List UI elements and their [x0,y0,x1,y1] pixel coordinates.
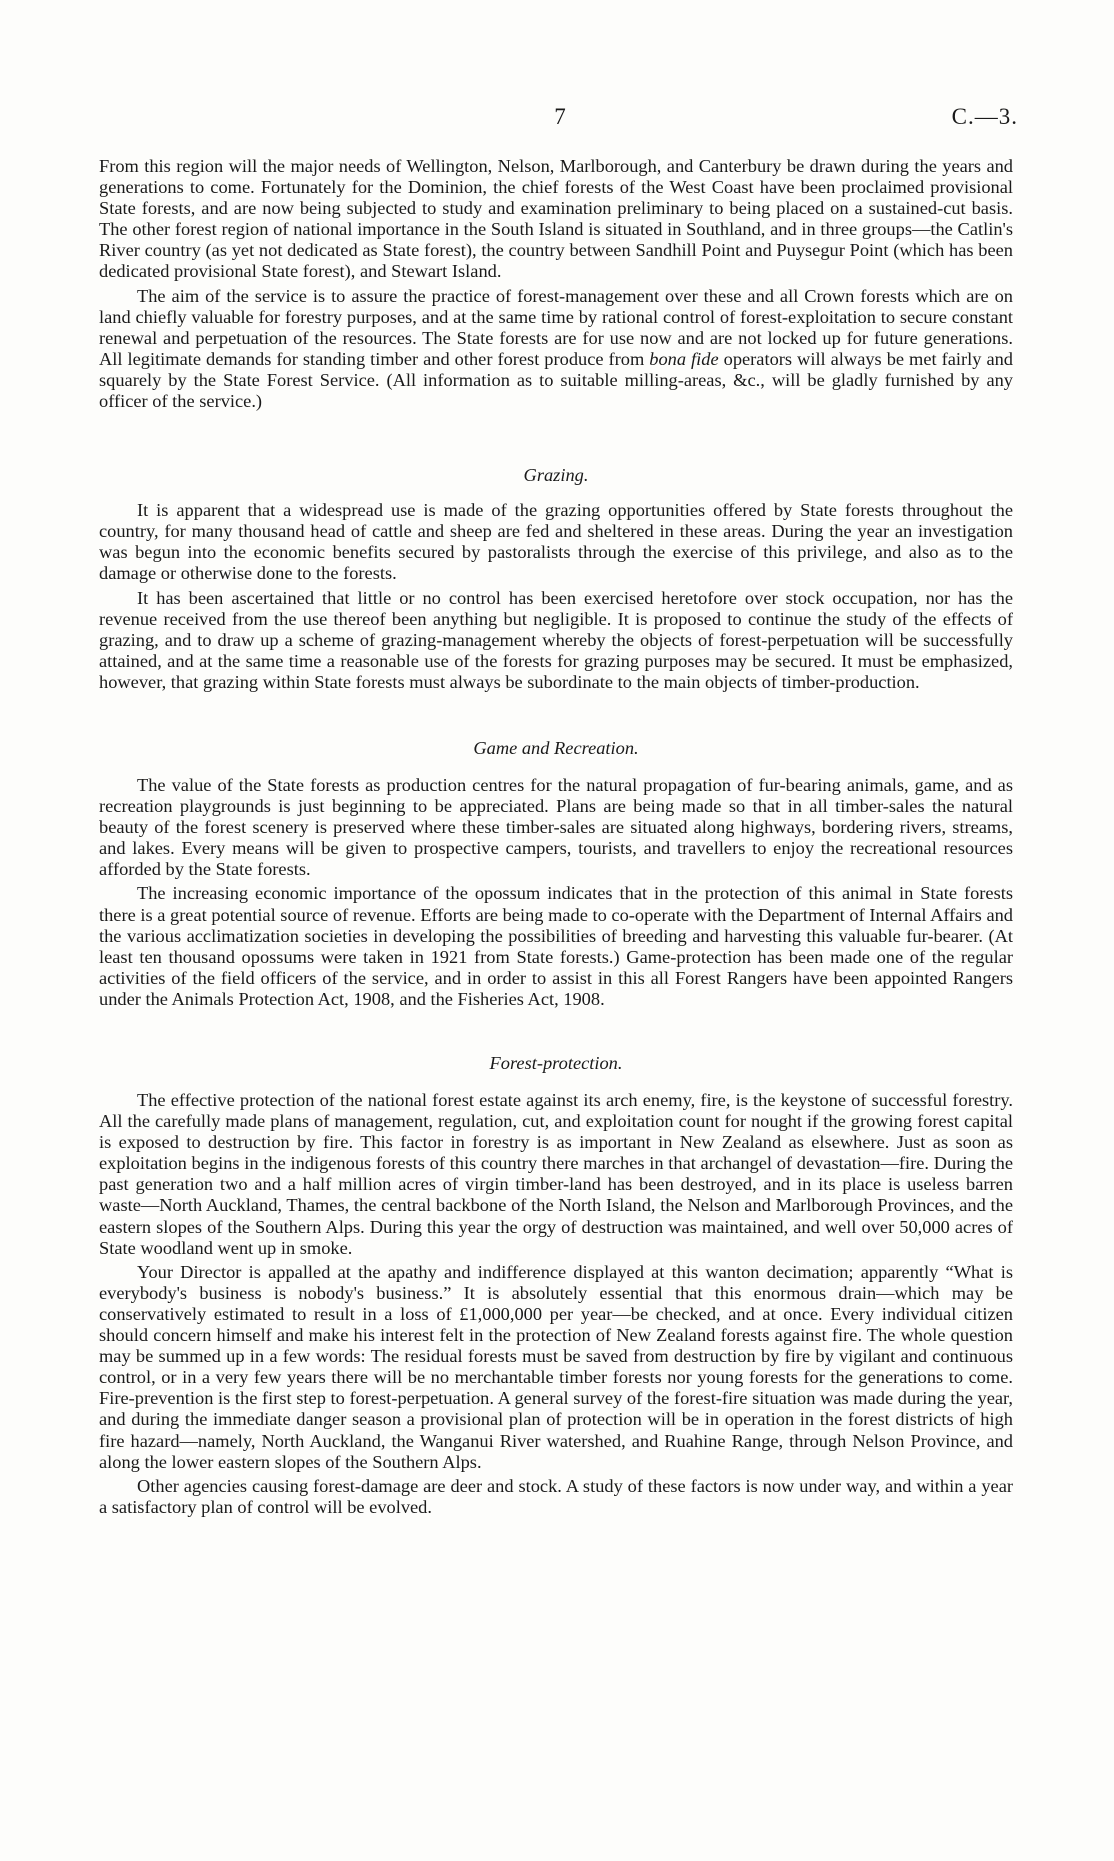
intro-paragraph-2-text-a: The aim of the service is to assure the practice of forest-management over these and all Crown forests which are on land chiefly valuable for forestry purposes, and at the same time by rational control of forest-exploitation to secure constant renewal and perpetuation of the resources. The State forests are for use now and are not locked up for future generations. All legitimate demands for standing timber and other forest produce from [99,285,1013,369]
intro-paragraph-1: From this region will the major needs of Wellington, Nelson, Marlborough, and Canterbury be drawn during the years and generations to come. Fortunately for the Dominion, the chief forests of the West Coast have been proclaimed provisional State forests, and are now being subjected to study and examination preliminary to being placed on a sustained-cut basis. The other forest region of national importance in the South Island is situated in Southland, and in three groups—the Catlin's River country (as yet not dedicated as State forest), the country between Sandhill Point and Puysegur Point (which has been dedicated provisional State forest), and Stewart Island. [99,156,1013,282]
grazing-paragraph-1: It is apparent that a widespread use is made of the grazing opportunities offered by State forests throughout the country, for many thousand head of cattle and sheep are fed and sheltered in these areas. During the year an investigation was begun into the economic benefits secured by pastoralists through the exercise of this privilege, and also as to the damage or otherwise done to the forests. [99,500,1013,584]
page-number: 7 [554,104,566,129]
grazing-heading: Grazing. [523,465,589,486]
intro-paragraph-2 [99,286,1013,413]
bona-fide-italic: bona fide [649,348,719,369]
protection-paragraph-2: Your Director is appalled at the apathy and indifference displayed at this wanton decimation; apparently “What is everybody's business is nobody's business.” It is absolutely essential that this enormous drain—which may be conservatively estimated to result in a loss of £1,000,000 per year—be checked, and at once. Every individual citizen should concern himself and make his interest felt in the protection of New Zealand forests against fire. The whole question may be summed up in a few words: The residual forests must be saved from destruction by fire by vigilant and continuous control, or in a very few years there will be no merchantable timber forests nor young forests for the generations to come. Fire-prevention is the first step to forest-perpetuation. A general survey of the forest-fire situation was made during the year, and during the immediate danger season a provisional plan of protection will be in operation in the forest districts of high fire hazard—namely, North Auckland, the Wanganui River watershed, and Ruahine Range, through Nelson Province, and along the lower eastern slopes of the Southern Alps. [99,1261,1013,1472]
forest-protection-heading: Forest-protection. [489,1053,623,1073]
game-recreation-heading: Game and Recreation. [473,737,639,758]
page-reference: C.—3. [951,104,1018,129]
game-paragraph-1: The value of the State forests as production centres for the natural propagation of fur-bearing animals, game, and as recreation playgrounds is just beginning to be appreciated. Plans are being made so that in all timber-sales the natural beauty of the forest scenery is preserved where these timber-sales are situated along highways, bordering rivers, streams, and lakes. Every means will be given to prospective campers, tourists, and travellers to enjoy the recreational resources afforded by the State forests. [99,774,1013,880]
grazing-paragraph-2: It has been ascertained that little or no control has been exercised heretofore over stock occupation, nor has the revenue received from the use thereof been anything but negligible. It is proposed to continue the study of the effects of grazing, and to draw up a scheme of grazing-management whereby the objects of forest-perpetuation will be successfully attained, and at the same time a reasonable use of the forests for grazing purposes may be secured. It must be emphasized, however, that grazing within State forests must always be subordinate to the main objects of timber-production. [99,587,1013,692]
document-body [99,156,1013,1518]
game-paragraph-2: The increasing economic importance of the opossum indicates that in the protection of this animal in State forests there is a great potential source of revenue. Efforts are being made to co-operate with the Department of Internal Affairs and the various acclimatization societies in developing the possibilities of breeding and harvesting this valuable fur-bearer. (At least ten thousand opossums were taken in 1921 from State forests.) Game-protection has been made one of the regular activities of the field officers of the service, and in order to assist in this all Forest Rangers have been appointed Rangers under the Animals Protection Act, 1908, and the Fisheries Act, 1908. [99,883,1013,1009]
protection-paragraph-3: Other agencies causing forest-damage are deer and stock. A study of these factors is now under way, and within a year a satisfactory plan of control will be evolved. [99,1475,1013,1517]
intro-paragraph-2-text-b: operators will always be met fairly and squarely by the State Forest Service. (All information as to suitable milling-areas, &c., will be gladly furnished by any officer of the service.) [99,348,1013,412]
protection-paragraph-1: The effective protection of the national forest estate against its arch enemy, fire, is the keystone of successful forestry. All the carefully made plans of management, regulation, cut, and exploitation count for nought if the growing forest capital is exposed to destruction by fire. This factor in forestry is as important in New Zealand as elsewhere. Just as soon as exploitation begins in the indigenous forests of this country there marches in that archangel of devastation—fire. During the past generation two and a half million acres of virgin timber-land has been destroyed, and in its place is useless barren waste—North Auckland, Thames, the central backbone of the North Island, the Nelson and Marlborough Provinces, and the eastern slopes of the Southern Alps. During this year the orgy of destruction was maintained, and well over 50,000 acres of State woodland went up in smoke. [99,1090,1013,1258]
